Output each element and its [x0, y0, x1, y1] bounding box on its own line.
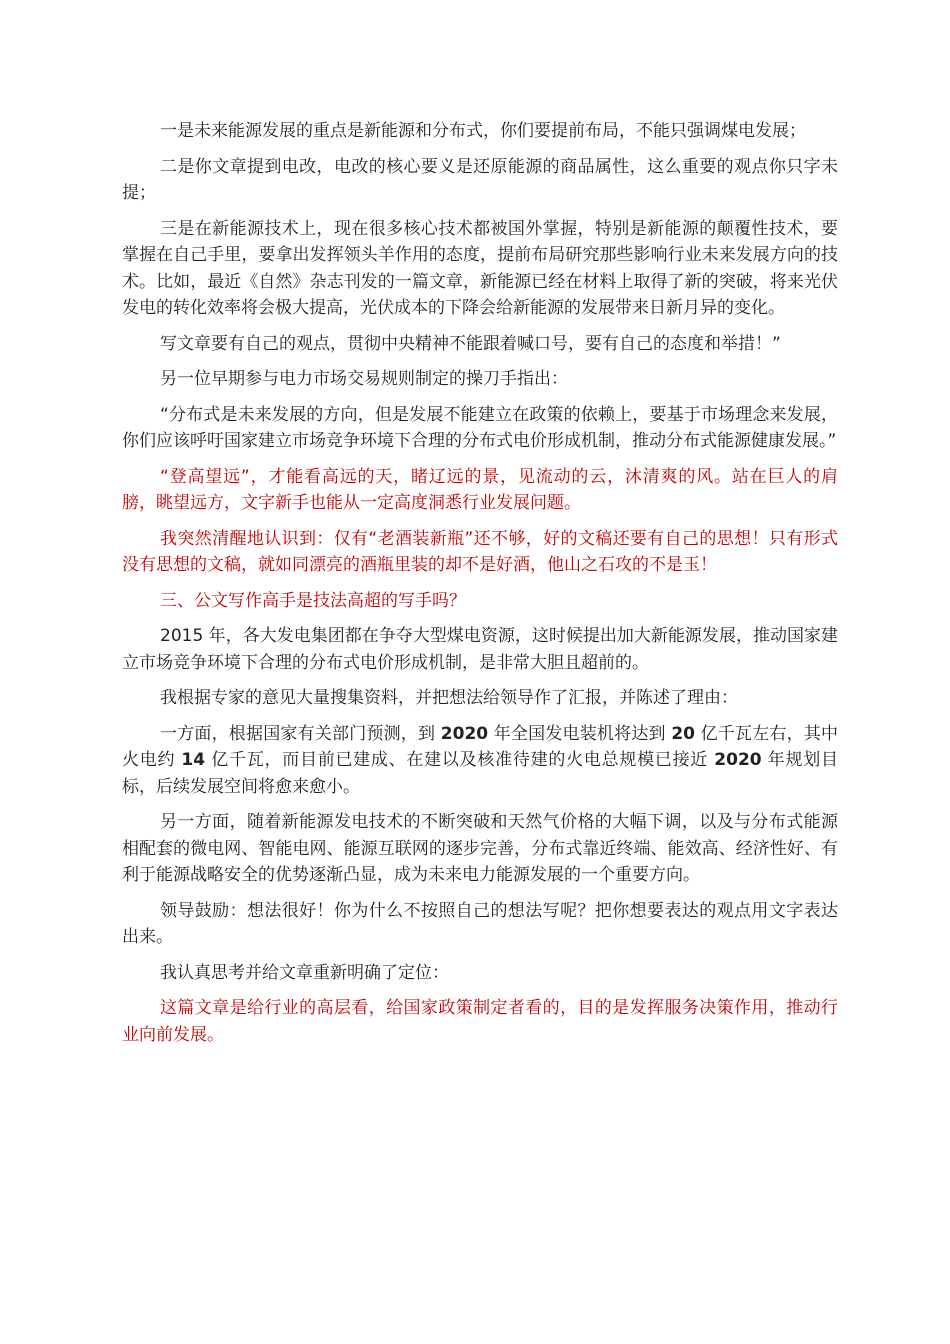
paragraph-repositioning: 我认真思考并给文章重新明确了定位：: [160, 962, 449, 983]
section-heading-three: 三、公文写作高手是技法高超的写手吗？: [160, 590, 466, 611]
paragraph-point-two: 二是你文章提到电改，电改的核心要义是还原能源的商品属性，这么重要的观点你只字未提；: [122, 156, 838, 203]
document-body: [122, 118, 838, 1057]
paragraph-highlight-purpose: 这篇文章是给行业的高层看，给国家政策制定者看的，目的是发挥服务决策作用，推动行业向前发展。: [122, 998, 838, 1045]
bold-figure: 20: [671, 723, 695, 744]
paragraph-report-to-leader: 我根据专家的意见大量搜集资料，并把想法给领导作了汇报，并陈述了理由：: [160, 688, 738, 708]
bold-figure: 14: [181, 750, 206, 770]
paragraph-leader-encouragement: 领导鼓励：想法很好！你为什么不按照自己的想法写呢？把你想要表达的观点用文字表达出来。: [122, 900, 838, 947]
paragraph-highlight-climb-high: “登高望远”，才能看高远的天，睹辽远的景，见流动的云，沐清爽的风。站在巨人的肩膀，眺望远方，文字新手也能从一定高度洞悉行业发展问题。: [122, 466, 838, 513]
paragraph-expert-quote: “分布式是未来发展的方向，但是发展不能建立在政策的依赖上，要基于市场理念来发展，你们应该呼吁国家建立市场竞争环境下合理的分布式电价形成机制，推动分布式能源健康发展。”: [122, 404, 838, 451]
paragraph-another-expert: 另一位早期参与电力市场交易规则制定的操刀手指出：: [160, 369, 568, 389]
paragraph-point-one: 一是未来能源发展的重点是新能源和分布式，你们要提前布局，不能只强调煤电发展；: [160, 121, 806, 141]
paragraph-2015-context: 2015 年，各大发电集团都在争夺大型煤电资源，这时候提出加大新能源发展，推动国家建立市场竞争环境下合理的分布式电价形成机制，是非常大胆且超前的。: [122, 626, 838, 673]
paragraph-own-viewpoint: 写文章要有自己的观点，贯彻中央精神不能跟着喊口号，要有自己的态度和举措！”: [160, 333, 781, 354]
paragraph-one-side: 一方面，根据国家有关部门预测，到 2020 年全国发电装机将达到 20 亿千瓦左右，其中火电约 14 亿千瓦，而目前已建成、在建以及核准待建的火电总规模已接近 2020 年规划目标，后续发展空间将愈来愈小。: [122, 723, 839, 797]
paragraph-other-side: 另一方面，随着新能源发电技术的不断突破和天然气价格的大幅下调，以及与分布式能源相配套的微电网、智能电网、能源互联网的逐步完善，分布式靠近终端、能效高、经济性好、有利于能源战略安全的优势逐渐凸显，成为未来电力能源发展的一个重要方向。: [122, 812, 838, 885]
paragraph-point-three: 三是在新能源技术上，现在很多核心技术都被国外掌握，特别是新能源的颠覆性技术，要掌握在自己手里，要拿出发挥领头羊作用的态度，提前布局研究那些影响行业未来发展方向的技术。比如，最近《自然》杂志刊发的一篇文章，新能源已经在材料上取得了新的突破，将来光伏发电的转化效率将会极大提高，光伏成本的下降会给新能源的发展带来日新月异的变化。: [122, 218, 838, 318]
bold-figure: 2020: [440, 723, 489, 744]
bold-figure: 2020: [714, 750, 762, 770]
paragraph-highlight-realization: 我突然清醒地认识到：仅有“老酒装新瓶”还不够，好的文稿还要有自己的思想！只有形式没有思想的文稿，就如同漂亮的酒瓶里装的却不是好酒，他山之石攻的不是玉！: [122, 528, 838, 575]
